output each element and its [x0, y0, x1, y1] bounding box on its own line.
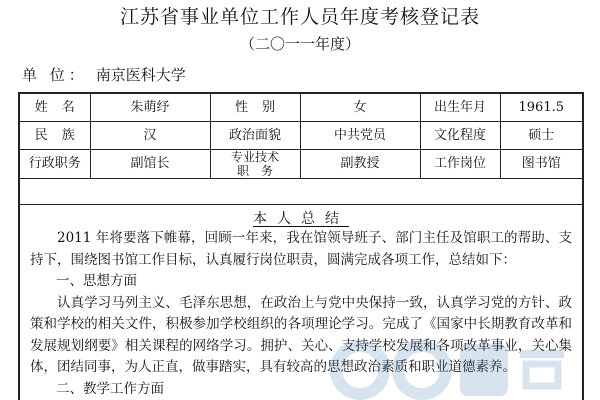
- section1-title: 一、思想方面: [56, 273, 137, 289]
- unit-row: [22, 64, 186, 85]
- summary-intro: 2011 年将要落下帷幕，回顾一年来，我在馆领导班子、部门主任及馆职工的帮助、支持下，围绕图书馆工作目标，认真履行岗位职责，圆满完成各项工作，总结如下：: [30, 230, 572, 268]
- political-label: 政治面貌: [210, 122, 300, 150]
- name-label: 姓名: [20, 94, 90, 122]
- tech-post-label-line1: 专业技术: [230, 150, 279, 164]
- gender-label: 性别: [210, 94, 300, 122]
- summary-heading: 本人总结: [253, 211, 349, 227]
- gender-value: 女: [300, 94, 420, 122]
- info-table: [20, 94, 582, 179]
- education-value: 硕士: [500, 122, 582, 150]
- tech-post-label-line2: 职 务: [236, 164, 273, 178]
- tech-post-label: [210, 150, 300, 179]
- education-label: 文化程度: [420, 122, 500, 150]
- birth-label: 出生年月: [420, 94, 500, 122]
- info-row-2: [20, 122, 582, 150]
- job-post-value: 图书馆: [500, 150, 582, 179]
- watermark-logo: [330, 330, 570, 400]
- name-value: 朱萌纾: [90, 94, 210, 122]
- section1-body: 认真学习马列主义、毛泽东思想，在政治上与党中央保持一致，认真学习党的方针、政策和学校的相关文件，积极参加学校组织的各项理论学习。完成了《国家中长期教育改革和发展规划纲要》相关课程的网络学习。拥护、关心、支持学校发展和各项改革事业，关心集体，团结同事，为人正直，做事踏实，具有较高的思想政治素质和职业道德素养。: [30, 294, 572, 375]
- ethnicity-label: 民族: [20, 122, 90, 150]
- form-title: 江苏省事业单位工作人员年度考核登记表: [119, 6, 480, 28]
- tech-post-value: 副教授: [300, 150, 420, 179]
- admin-post-value: 副馆长: [90, 150, 210, 179]
- section2-title: 二、教学工作方面: [56, 380, 164, 397]
- info-row-3: [20, 150, 582, 179]
- unit-label: 单 位：: [22, 66, 88, 84]
- political-value: 中共党员: [300, 122, 420, 150]
- admin-post-label: 行政职务: [20, 150, 90, 179]
- birth-value: 1961.5: [500, 94, 582, 122]
- info-row-1: [20, 94, 582, 122]
- ethnicity-value: 汉: [90, 122, 210, 150]
- job-post-label: 工作岗位: [420, 150, 500, 179]
- unit-value: 南京医科大学: [95, 66, 186, 84]
- form-year: （二〇一一年度）: [239, 35, 360, 53]
